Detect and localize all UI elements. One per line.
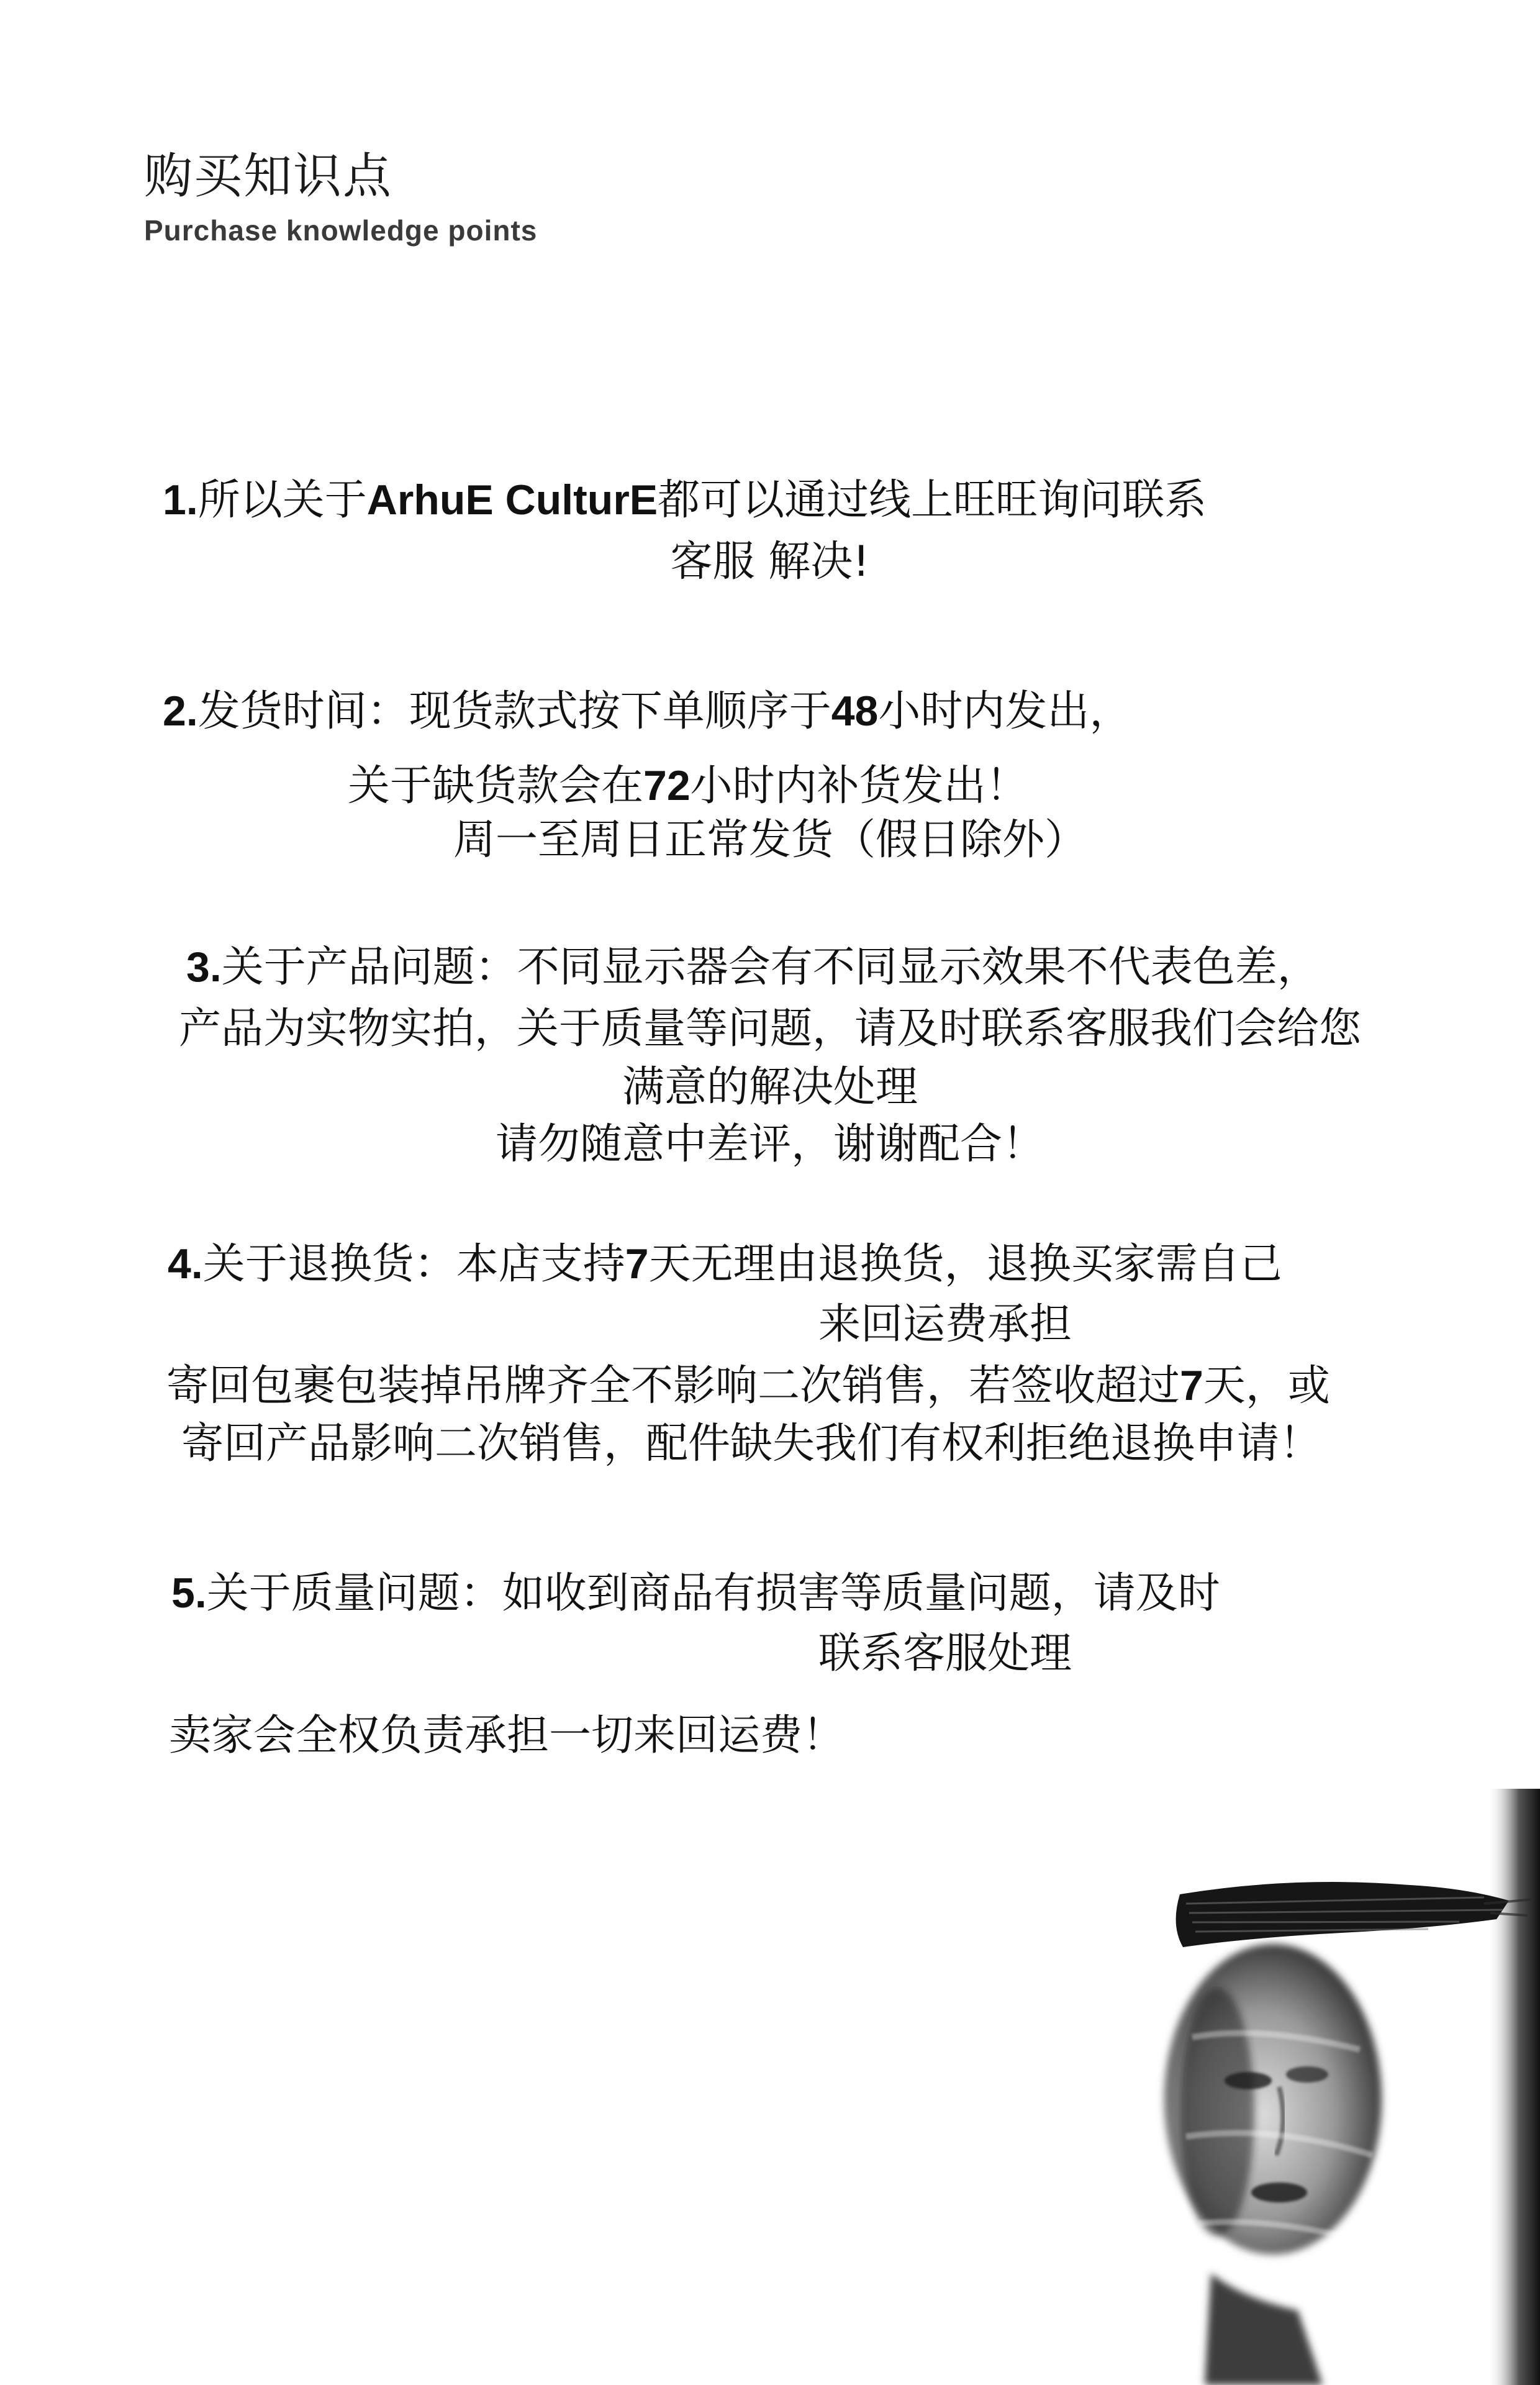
section-2-line-3: 周一至周日正常发货（假日除外） — [453, 815, 1087, 865]
section-3-line-2: 产品为实物实拍，关于质量等问题，请及时联系客服我们会给您 — [178, 1004, 1361, 1053]
section-4-text: 天，或 — [1203, 1361, 1330, 1411]
section-1-text: 都可以通过线上旺旺询问联系 — [658, 476, 1207, 525]
face-shadow — [1180, 1988, 1254, 2236]
section-5-line-1 — [0, 1565, 1540, 1622]
section-4-line-2: 来回运费承担 — [818, 1300, 1072, 1349]
edge-shadow — [1487, 1789, 1540, 2385]
section-4-text: 寄回包裹包装掉吊牌齐全不影响二次销售，若签收超过 — [166, 1361, 1180, 1411]
section-4-text: 关于退换货：本店支持 — [202, 1240, 625, 1289]
section-1-line-1 — [0, 472, 1540, 529]
page-subtitle: Purchase knowledge points — [144, 214, 538, 247]
hours-72: 72 — [643, 762, 691, 809]
section-2-line-1 — [0, 683, 1540, 740]
section-5-number: 5. — [171, 1570, 207, 1617]
section-4-line-3 — [0, 1358, 1540, 1414]
section-2-text: 小时内发出， — [878, 687, 1132, 736]
section-5-line-3: 卖家会全权负责承担一切来回运费！ — [169, 1711, 845, 1760]
eye-left — [1225, 2072, 1272, 2089]
eye-right — [1286, 2066, 1328, 2083]
section-3-line-4: 请勿随意中差评，谢谢配合！ — [495, 1120, 1044, 1169]
section-2-text: 小时内补货发出！ — [690, 761, 1028, 811]
section-3-text: 关于产品问题：不同显示器会有不同显示效果不代表色差， — [221, 943, 1320, 992]
section-2-text: 关于缺货款会在 — [348, 761, 644, 811]
hours-48: 48 — [831, 688, 879, 735]
section-2-line-2 — [0, 758, 1540, 814]
section-4-line-1 — [0, 1236, 1540, 1292]
page-header — [144, 148, 537, 247]
section-1-text: 所以关于 — [197, 476, 367, 525]
section-3-line-1 — [0, 939, 1540, 996]
page-title: 购买知识点 — [144, 148, 393, 204]
section-5-text: 关于质量问题：如收到商品有损害等质量问题，请及时 — [206, 1569, 1220, 1618]
days-7: 7 — [625, 1240, 649, 1288]
neck — [1205, 2273, 1323, 2385]
brand-name: ArhuE CulturE — [366, 476, 658, 524]
mouth — [1251, 2183, 1307, 2202]
section-4-line-4: 寄回产品影响二次销售，配件缺失我们有权利拒绝退换申请！ — [181, 1419, 1322, 1468]
days-7: 7 — [1180, 1362, 1203, 1409]
ink-brush-stroke — [1176, 1882, 1509, 1947]
decorative-portrait-image — [1136, 1789, 1540, 2385]
section-4-text: 天无理由退换货，退换买家需自己 — [648, 1240, 1282, 1289]
section-2-number: 2. — [163, 688, 198, 735]
section-3-number: 3. — [186, 943, 222, 991]
section-1-line-2: 客服 解决! — [670, 537, 870, 586]
section-3-line-3: 满意的解决处理 — [622, 1063, 918, 1112]
section-2-text: 发货时间：现货款式按下单顺序于 — [197, 687, 831, 736]
section-5-line-2: 联系客服处理 — [818, 1629, 1072, 1678]
section-4-number: 4. — [168, 1240, 203, 1288]
section-1-number: 1. — [163, 476, 198, 524]
